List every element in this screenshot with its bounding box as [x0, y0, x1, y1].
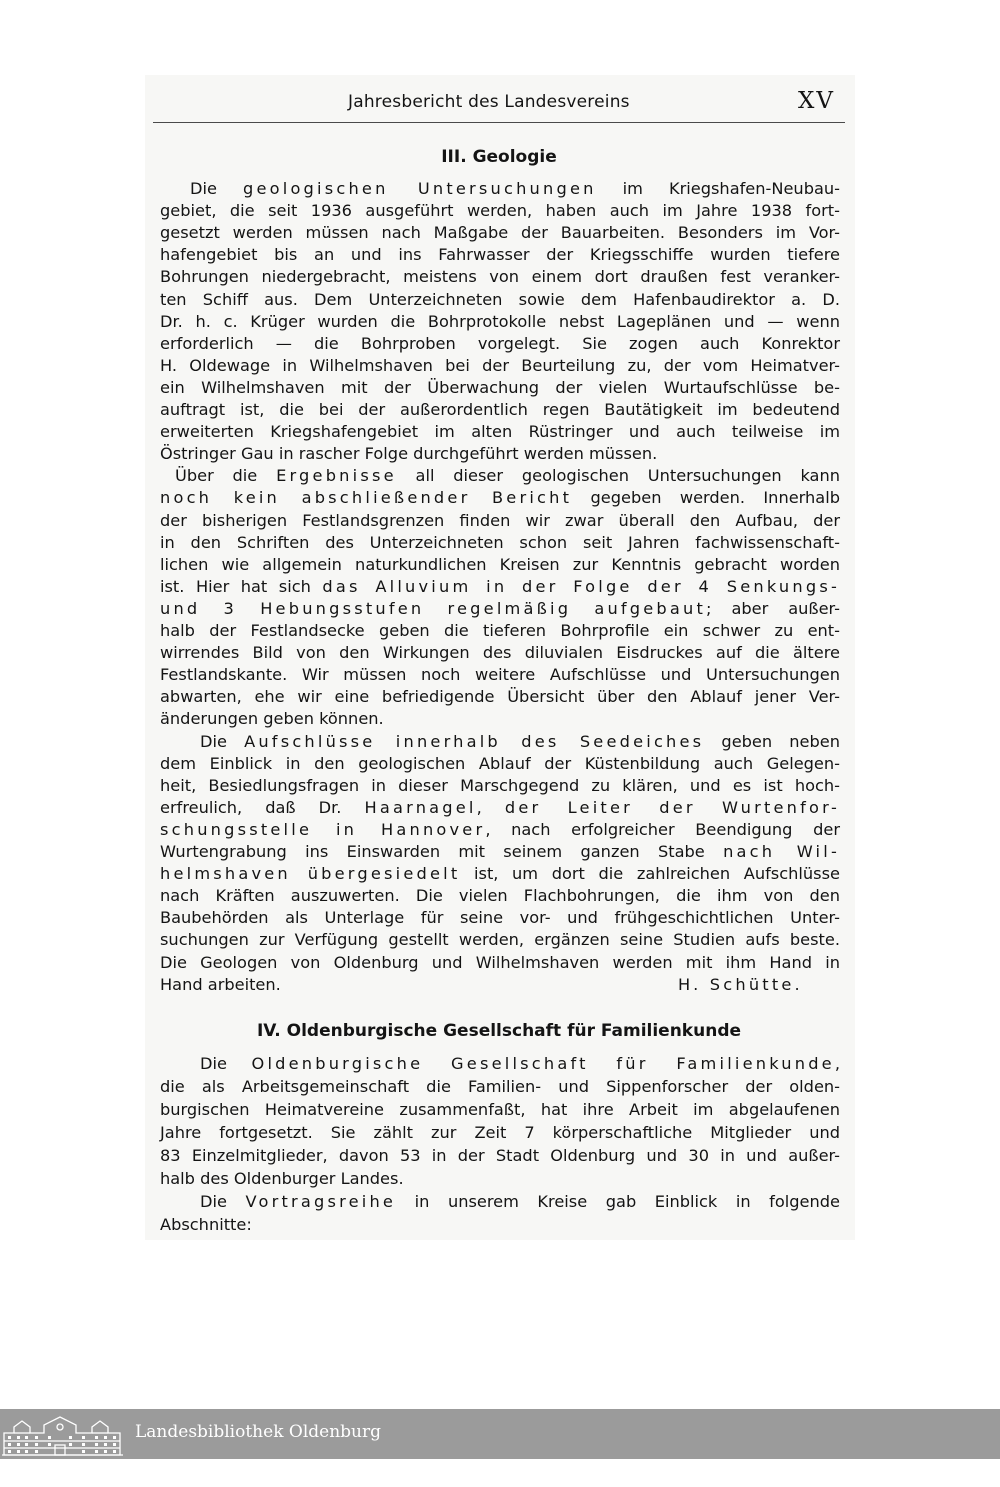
spaced-emphasis: geologischen Untersuchungen: [243, 179, 597, 198]
text-run: Jahre fortgesetzt. Sie zählt zur Zeit 7 körperschaftliche Mitglieder und: [160, 1123, 840, 1142]
text-run: Die: [200, 1054, 252, 1073]
text-line: [160, 377, 840, 399]
text-line: [160, 708, 384, 730]
text-run: Hand arbeiten.: [160, 975, 281, 994]
text-line: [160, 1214, 252, 1236]
text-line: [160, 266, 840, 288]
page-number: XV: [798, 88, 835, 114]
text-run: wirrendes Bild von den Wirkungen des diluvialen Eisdruckes auf die ältere: [160, 643, 840, 662]
text-line: [160, 620, 840, 642]
text-line: [160, 664, 840, 686]
section-heading-geologie: III. Geologie: [441, 147, 557, 167]
text-line: [160, 532, 840, 554]
text-line: [160, 974, 281, 996]
section-heading-familienkunde: IV. Oldenburgische Gesellschaft für Familienkunde: [256, 1021, 742, 1041]
spaced-emphasis: Oldenburgische Gesellschaft für Familienkunde: [251, 1054, 835, 1073]
text-run: ein Wilhelmshaven mit der Überwachung der vielen Wurtaufschlüsse be-: [160, 378, 840, 397]
text-run: dem Einblick in den geologischen Ablauf der Küstenbildung auch Gelegen-: [160, 754, 840, 773]
text-line: [175, 465, 840, 487]
text-line: [200, 731, 840, 753]
text-run: Wurtengrabung ins Einswarden mit seinem ganzen Stabe: [160, 842, 724, 861]
text-run: lichen wie allgemein naturkundlichen Kreisen zur Kenntnis gebracht worden: [160, 555, 840, 574]
spaced-emphasis: und 3 Hebungsstufen regelmäßig aufgebaut: [160, 599, 707, 618]
text-line: [160, 952, 840, 974]
text-run: Die: [190, 179, 244, 198]
text-run: in unserem Kreise gab Einblick in folgende: [396, 1192, 840, 1211]
text-line: [160, 487, 840, 509]
text-line: [160, 421, 840, 443]
text-run: gesetzt werden müssen nach Maßgabe der Bauarbeiten. Besonders im Vor-: [160, 223, 840, 242]
text-run: suchungen zur Verfügung gestellt werden, ergänzen seine Studien aufs beste.: [160, 930, 840, 949]
spaced-emphasis: helmshaven übergesiedelt: [160, 864, 461, 883]
text-run: die als Arbeitsgemeinschaft die Familien- und Sippenforscher der olden-: [160, 1077, 840, 1096]
text-run: all dieser geologischen Untersuchungen kann: [396, 466, 840, 485]
text-run: hafengebiet bis an und ins Fahrwasser der Kriegsschiffe wurden tiefere: [160, 245, 840, 264]
signature: [678, 974, 803, 996]
text-run: ,: [834, 1054, 841, 1073]
library-name: Landesbibliothek Oldenburg: [135, 1422, 382, 1442]
signature-text: H. Schütte.: [678, 975, 803, 994]
header-title: Jahresbericht des Landesvereins: [348, 92, 630, 112]
text-run: erfreulich, daß Dr.: [160, 798, 365, 817]
text-run: erforderlich — die Bohrproben vorgelegt. Sie zogen auch Konrektor: [160, 334, 840, 353]
text-line: [190, 178, 840, 200]
text-line: [160, 510, 840, 532]
text-line: [160, 576, 840, 598]
text-run: gebiet, die seit 1936 ausgeführt werden, haben auch im Jahre 1938 fort-: [160, 201, 840, 220]
text-run: Bohrungen niedergebracht, meistens von einem dort draußen fest veranker-: [160, 267, 840, 286]
text-line: [160, 841, 840, 863]
spaced-emphasis: Aufschlüsse innerhalb des Seedeiches: [244, 732, 705, 751]
text-run: Dr. h. c. Krüger wurden die Bohrprotokolle nebst Lageplänen und — wenn: [160, 312, 840, 331]
text-line: [160, 1145, 840, 1167]
text-run: , nach erfolgreicher Beendigung der: [485, 820, 840, 839]
text-run: Die: [200, 732, 245, 751]
text-line: [160, 1168, 404, 1190]
text-line: [160, 289, 840, 311]
text-line: [160, 244, 840, 266]
text-line: [160, 554, 840, 576]
text-run: abwarten, ehe wir eine befriedigende Übersicht über den Ablauf jener Ver-: [160, 687, 840, 706]
text-run: ten Schiff aus. Dem Unterzeichneten sowie dem Hafenbaudirektor a. D.: [160, 290, 840, 309]
text-line: [160, 311, 840, 333]
text-line: [200, 1191, 840, 1213]
text-run: ,: [476, 798, 505, 817]
spaced-emphasis: das Alluvium in der Folge der 4 Senkungs-: [322, 577, 840, 596]
text-run: Östringer Gau in rascher Folge durchgeführt werden müssen.: [160, 444, 658, 463]
text-run: Abschnitte:: [160, 1215, 252, 1234]
text-run: auftragt ist, die bei der außerordentlich regen Bautätigkeit im bedeutend: [160, 400, 840, 419]
text-run: 83 Einzelmitglieder, davon 53 in der Stadt Oldenburg und 30 in und außer-: [160, 1146, 840, 1165]
text-line: [160, 1122, 840, 1144]
text-line: [160, 775, 840, 797]
text-run: ist. Hier hat sich: [160, 577, 323, 596]
spaced-emphasis: Ergebnisse: [276, 466, 397, 485]
text-line: [160, 753, 840, 775]
text-line: [160, 797, 840, 819]
text-run: änderungen geben können.: [160, 709, 384, 728]
text-line: [160, 863, 840, 885]
text-line: [160, 399, 840, 421]
spaced-emphasis: der Leiter der Wurtenfor-: [504, 798, 840, 817]
text-run: heit, Besiedlungsfragen in dieser Marschgegend zu klären, und es ist hoch-: [160, 776, 840, 795]
text-line: [160, 333, 840, 355]
text-line: [160, 1076, 840, 1098]
footer-banner: [0, 1409, 1000, 1459]
text-run: Baubehörden als Unterlage für seine vor- und frühgeschichtlichen Unter-: [160, 908, 840, 927]
spaced-emphasis: schungsstelle in Hannover: [160, 820, 486, 839]
spaced-emphasis: noch kein abschließender Bericht: [160, 488, 573, 507]
text-run: der bisherigen Festlandsgrenzen finden wir zwar überall den Aufbau, der: [160, 511, 840, 530]
text-run: ; aber außer-: [706, 599, 840, 618]
text-line: [160, 885, 840, 907]
text-run: gegeben werden. Innerhalb: [572, 488, 840, 507]
text-line: [160, 200, 840, 222]
text-line: [160, 819, 840, 841]
text-line: [160, 222, 840, 244]
text-line: [160, 686, 840, 708]
spaced-emphasis: nach Wil-: [723, 842, 840, 861]
text-line: [160, 642, 840, 664]
text-line: [160, 443, 657, 465]
text-line: [160, 907, 840, 929]
library-building-icon: [0, 1409, 125, 1459]
spaced-emphasis: Vortragsreihe: [245, 1192, 397, 1211]
text-run: burgischen Heimatvereine zusammenfaßt, hat ihre Arbeit im abgelaufenen: [160, 1100, 840, 1119]
spaced-emphasis: Haarnagel: [364, 798, 477, 817]
text-line: [160, 598, 840, 620]
text-run: nach Kräften auszuwerten. Die vielen Flachbohrungen, die ihm von den: [160, 886, 840, 905]
text-line: [200, 1053, 840, 1075]
text-run: in den Schriften des Unterzeichneten schon seit Jahren fachwissenschaft-: [160, 533, 840, 552]
text-run: geben neben: [704, 732, 840, 751]
text-run: H. Oldewage in Wilhelmshaven bei der Beurteilung zu, der vom Heimatver-: [160, 356, 840, 375]
text-run: halb des Oldenburger Landes.: [160, 1169, 404, 1188]
text-run: Die: [200, 1192, 246, 1211]
text-line: [160, 1099, 840, 1121]
text-run: halb der Festlandsecke geben die tieferen Bohrprofile ein schwer zu ent-: [160, 621, 840, 640]
text-run: Über die: [175, 466, 277, 485]
text-line: [160, 355, 840, 377]
text-run: Die Geologen von Oldenburg und Wilhelmshaven werden mit ihm Hand in: [160, 953, 840, 972]
running-header: [153, 84, 845, 123]
text-run: im Kriegshafen-Neubau-: [596, 179, 840, 198]
text-run: erweiterten Kriegshafengebiet im alten Rüstringer und auch teilweise im: [160, 422, 840, 441]
text-run: ist, um dort die zahlreichen Aufschlüsse: [460, 864, 840, 883]
text-run: Festlandskante. Wir müssen noch weitere Aufschlüsse und Untersuchungen: [160, 665, 840, 684]
text-line: [160, 929, 840, 951]
